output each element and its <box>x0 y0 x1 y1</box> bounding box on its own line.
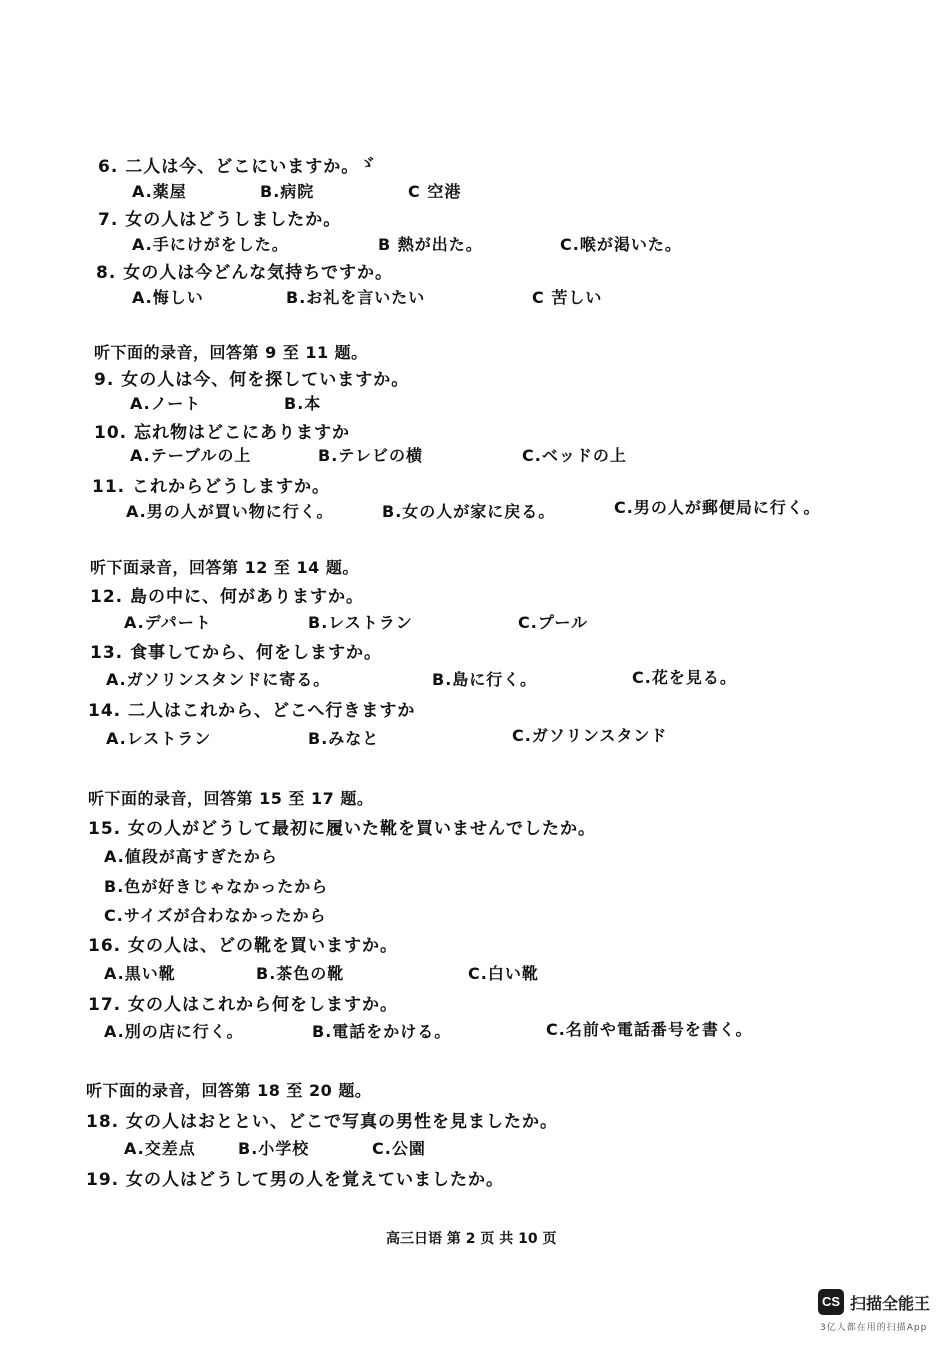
watermark-subtitle: 3亿人都在用的扫描App <box>820 1323 928 1333</box>
q6-option-a: A.薬屋 <box>132 182 187 201</box>
q11-option-c: C.男の人が郵便局に行く。 <box>614 498 821 517</box>
page-footer: 高三日语 第 2 页 共 10 页 <box>386 1231 557 1247</box>
q15-option-c: C.サイズが合わなかったから <box>104 906 327 925</box>
q8-option-c: C 苦しい <box>532 288 603 307</box>
question-10: 10. 忘れ物はどこにありますか <box>94 423 351 443</box>
section-heading-12-14: 听下面录音，回答第 12 至 14 题。 <box>90 558 359 577</box>
q10-option-a: A.テーブルの上 <box>130 446 252 465</box>
q12-option-c: C.プール <box>518 613 589 632</box>
question-8: 8. 女の人は今どんな気持ちですか。 <box>96 263 394 283</box>
question-18: 18. 女の人はおととい、どこで写真の男性を見ましたか。 <box>86 1112 559 1132</box>
q10-option-c: C.ベッドの上 <box>522 446 627 465</box>
q15-option-a: A.値段が高すぎたから <box>104 847 278 866</box>
q16-option-c: C.白い靴 <box>468 964 539 983</box>
q15-option-b: B.色が好きじゃなかったから <box>104 877 329 896</box>
q13-option-a: A.ガソリンスタンドに寄る。 <box>106 670 331 689</box>
handwritten-mark: ゞ <box>358 154 376 175</box>
question-17: 17. 女の人はこれから何をしますか。 <box>88 995 399 1015</box>
question-7: 7. 女の人はどうしましたか。 <box>98 210 342 230</box>
q12-option-a: A.デパート <box>124 613 212 632</box>
section-heading-9-11: 听下面的录音，回答第 9 至 11 题。 <box>94 343 368 362</box>
q18-option-c: C.公園 <box>372 1139 426 1158</box>
section-heading-15-17: 听下面的录音，回答第 15 至 17 题。 <box>88 789 374 808</box>
q9-option-a: A.ノート <box>130 394 202 413</box>
q14-option-c: C.ガソリンスタンド <box>512 726 668 745</box>
q12-option-b: B.レストラン <box>308 613 413 632</box>
q13-option-c: C.花を見る。 <box>632 668 737 687</box>
question-16: 16. 女の人は、どの靴を買いますか。 <box>88 936 399 956</box>
q6-option-b: B.病院 <box>260 182 315 201</box>
question-6: 6. 二人は今、どこにいますか。 <box>98 157 360 177</box>
scanner-watermark <box>818 1289 943 1334</box>
q16-option-b: B.茶色の靴 <box>256 964 345 983</box>
q10-option-b: B.テレビの横 <box>318 446 423 465</box>
q18-option-a: A.交差点 <box>124 1139 196 1158</box>
q8-option-a: A.悔しい <box>132 288 204 307</box>
q8-option-b: B.お礼を言いたい <box>286 288 426 307</box>
question-19: 19. 女の人はどうして男の人を覚えていましたか。 <box>86 1170 505 1190</box>
q18-option-b: B.小学校 <box>238 1139 310 1158</box>
question-15: 15. 女の人がどうして最初に履いた靴を買いませんでしたか。 <box>88 819 597 839</box>
question-9: 9. 女の人は今、何を探していますか。 <box>94 370 410 390</box>
question-11: 11. これからどうしますか。 <box>92 477 331 497</box>
q7-option-b: B 熱が出た。 <box>378 235 483 254</box>
question-13: 13. 食事してから、何をしますか。 <box>90 643 383 663</box>
cs-logo-icon: CS <box>818 1289 844 1315</box>
q14-option-b: B.みなと <box>308 729 380 748</box>
watermark-title: 扫描全能王 <box>850 1294 931 1313</box>
q17-option-b: B.電話をかける。 <box>312 1022 452 1041</box>
q17-option-c: C.名前や電話番号を書く。 <box>546 1020 753 1039</box>
q7-option-c: C.喉が渇いた。 <box>560 235 682 254</box>
question-12: 12. 島の中に、何がありますか。 <box>90 587 365 607</box>
q16-option-a: A.黒い靴 <box>104 964 176 983</box>
q7-option-a: A.手にけがをした。 <box>132 235 289 254</box>
q6-option-c: C 空港 <box>408 182 462 201</box>
q17-option-a: A.別の店に行く。 <box>104 1022 244 1041</box>
question-14: 14. 二人はこれから、どこへ行きますか <box>88 701 416 721</box>
q11-option-b: B.女の人が家に戻る。 <box>382 502 556 521</box>
q14-option-a: A.レストラン <box>106 729 212 748</box>
section-heading-18-20: 听下面的录音，回答第 18 至 20 题。 <box>86 1081 372 1100</box>
q11-option-a: A.男の人が買い物に行く。 <box>126 502 334 521</box>
q9-option-b: B.本 <box>284 394 322 413</box>
q13-option-b: B.島に行く。 <box>432 670 537 689</box>
